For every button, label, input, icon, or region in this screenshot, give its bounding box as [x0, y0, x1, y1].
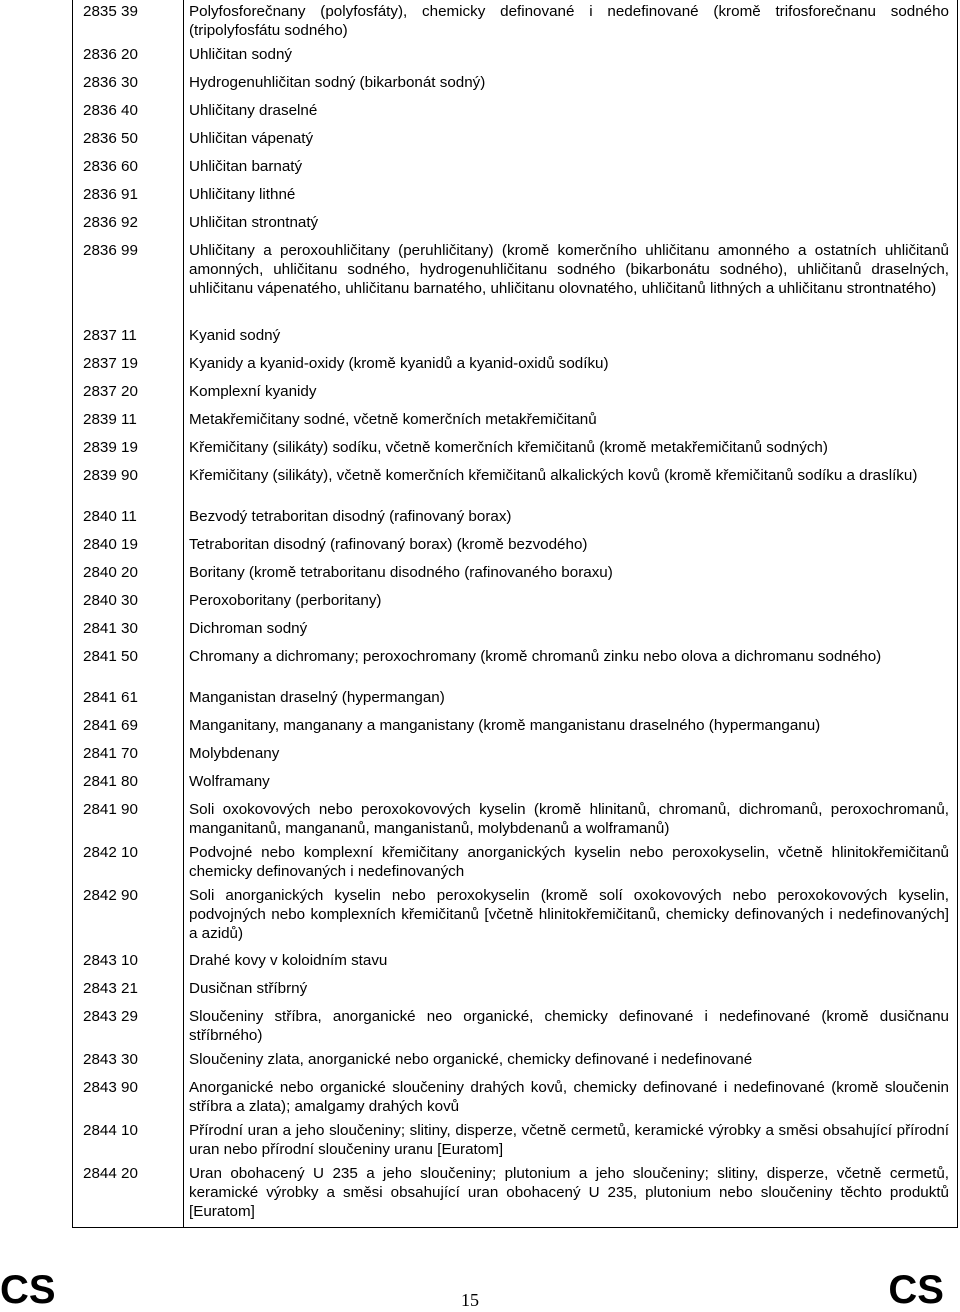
description-cell: Křemičitany (silikáty) sodíku, včetně komerčních křemičitanů (kromě metakřemičitanů sodných)	[184, 436, 958, 464]
description-cell: Podvojné nebo komplexní křemičitany anorganických kyselin nebo peroxokyselin, včetně hlinitokřemičitanů chemicky definovaných i nedefinovaných	[184, 841, 958, 884]
table-row	[73, 742, 958, 770]
description-cell: Uhličitany a peroxouhličitany (peruhličitany) (kromě komerčního uhličitanu amonného a ostatních uhličitanů amonných, uhličitanu sodného, hydrogenuhličitanu sodného (bikarbonátu sodného), uhličitanů draselných, uhličitanu vápenatého, uhličitanu barnatého, uhličitanu olovnatého, uhličitanů lithných a uhličitanu strontnatého)	[184, 239, 958, 324]
table-row	[73, 1119, 958, 1162]
tariff-code-cell: 2842 10	[73, 841, 184, 884]
tariff-code-cell: 2843 10	[73, 949, 184, 977]
table-row	[73, 686, 958, 714]
description-cell: Wolframany	[184, 770, 958, 798]
table-row	[73, 324, 958, 352]
tariff-code-cell: 2841 61	[73, 686, 184, 714]
table-row	[73, 43, 958, 71]
table-row	[73, 589, 958, 617]
table-row	[73, 505, 958, 533]
tariff-code-cell: 2840 19	[73, 533, 184, 561]
table-row	[73, 645, 958, 686]
footer-language-mark-left: CS	[0, 1268, 56, 1312]
table-row	[73, 770, 958, 798]
table-row	[73, 71, 958, 99]
description-cell: Uhličitan barnatý	[184, 155, 958, 183]
description-cell: Křemičitany (silikáty), včetně komerčních křemičitanů alkalických kovů (kromě křemičitanů sodíku a draslíku)	[184, 464, 958, 505]
tariff-code-cell: 2835 39	[73, 0, 184, 43]
table-row	[73, 183, 958, 211]
tariff-code-cell: 2841 50	[73, 645, 184, 686]
tariff-code-cell: 2836 91	[73, 183, 184, 211]
description-cell: Kyanidy a kyanid-oxidy (kromě kyanidů a kyanid-oxidů sodíku)	[184, 352, 958, 380]
tariff-code-cell: 2841 90	[73, 798, 184, 841]
description-cell: Uhličitany lithné	[184, 183, 958, 211]
table-row	[73, 127, 958, 155]
table-row	[73, 99, 958, 127]
table-row	[73, 239, 958, 324]
tariff-code-cell: 2843 30	[73, 1048, 184, 1076]
description-cell: Metakřemičitany sodné, včetně komerčních metakřemičitanů	[184, 408, 958, 436]
table-row	[73, 0, 958, 43]
table-row	[73, 977, 958, 1005]
description-cell: Komplexní kyanidy	[184, 380, 958, 408]
description-cell: Přírodní uran a jeho sloučeniny; slitiny, disperze, včetně cermetů, keramické výrobky a směsi obsahující přírodní uran nebo přírodní sloučeniny uranu [Euratom]	[184, 1119, 958, 1162]
tariff-code-cell: 2839 19	[73, 436, 184, 464]
tariff-code-cell: 2844 20	[73, 1162, 184, 1228]
table-row	[73, 155, 958, 183]
description-cell: Soli oxokovových nebo peroxokovových kyselin (kromě hlinitanů, chromanů, dichromanů, peroxochromanů, manganitanů, mangananů, manganistanů, molybdenanů a wolframanů)	[184, 798, 958, 841]
table-body	[73, 0, 958, 1228]
description-cell: Uhličitan vápenatý	[184, 127, 958, 155]
tariff-code-cell: 2836 40	[73, 99, 184, 127]
tariff-code-cell: 2841 69	[73, 714, 184, 742]
description-cell: Dusičnan stříbrný	[184, 977, 958, 1005]
table-row	[73, 617, 958, 645]
tariff-code-cell: 2843 90	[73, 1076, 184, 1119]
description-cell: Molybdenany	[184, 742, 958, 770]
table-row	[73, 352, 958, 380]
table-row	[73, 841, 958, 884]
description-cell: Manganistan draselný (hypermangan)	[184, 686, 958, 714]
description-cell: Uhličitan sodný	[184, 43, 958, 71]
tariff-code-cell: 2837 11	[73, 324, 184, 352]
description-cell: Bezvodý tetraboritan disodný (rafinovaný borax)	[184, 505, 958, 533]
tariff-code-cell: 2844 10	[73, 1119, 184, 1162]
description-cell: Dichroman sodný	[184, 617, 958, 645]
tariff-code-cell: 2839 11	[73, 408, 184, 436]
description-cell: Drahé kovy v koloidním stavu	[184, 949, 958, 977]
tariff-code-cell: 2840 30	[73, 589, 184, 617]
tariff-code-cell: 2841 30	[73, 617, 184, 645]
tariff-code-cell: 2843 29	[73, 1005, 184, 1048]
tariff-code-cell: 2836 99	[73, 239, 184, 324]
description-cell: Uran obohacený U 235 a jeho sloučeniny; plutonium a jeho sloučeniny; slitiny, disperze, včetně cermetů, keramické výrobky a směsi obsahující uran obohacený U 235, plutonium nebo sloučeniny těchto produktů [Euratom]	[184, 1162, 958, 1228]
code-table	[72, 0, 958, 1228]
tariff-code-cell: 2841 70	[73, 742, 184, 770]
tariff-code-cell: 2836 92	[73, 211, 184, 239]
description-cell: Polyfosforečnany (polyfosfáty), chemicky definované i nedefinované (kromě trifosforečnanu sodného (tripolyfosfátu sodného)	[184, 0, 958, 43]
tariff-code-cell: 2836 50	[73, 127, 184, 155]
description-cell: Tetraboritan disodný (rafinovaný borax) (kromě bezvodého)	[184, 533, 958, 561]
description-cell: Anorganické nebo organické sloučeniny drahých kovů, chemicky definované i nedefinované (kromě sloučenin stříbra a zlata); amalgamy drahých kovů	[184, 1076, 958, 1119]
footer-language-mark-right: CS	[888, 1268, 944, 1312]
description-cell: Chromany a dichromany; peroxochromany (kromě chromanů zinku nebo olova a dichromanu sodného)	[184, 645, 958, 686]
description-cell: Kyanid sodný	[184, 324, 958, 352]
table-row	[73, 380, 958, 408]
page-number: 15	[461, 1290, 479, 1310]
table-row	[73, 464, 958, 505]
tariff-code-cell: 2843 21	[73, 977, 184, 1005]
table-row	[73, 1162, 958, 1228]
tariff-code-cell: 2839 90	[73, 464, 184, 505]
description-cell: Sloučeniny stříbra, anorganické neo organické, chemicky definované i nedefinované (kromě dusičnanu stříbrného)	[184, 1005, 958, 1048]
tariff-code-cell: 2840 11	[73, 505, 184, 533]
description-cell: Manganitany, manganany a manganistany (kromě manganistanu draselného (hypermanganu)	[184, 714, 958, 742]
description-cell: Uhličitany draselné	[184, 99, 958, 127]
table-row	[73, 561, 958, 589]
description-cell: Uhličitan strontnatý	[184, 211, 958, 239]
tariff-code-cell: 2836 30	[73, 71, 184, 99]
description-cell: Sloučeniny zlata, anorganické nebo organické, chemicky definované i nedefinované	[184, 1048, 958, 1076]
description-cell: Soli anorganických kyselin nebo peroxokyselin (kromě solí oxokovových nebo peroxokovových kyselin, podvojných nebo komplexních křemičitanů [včetně hlinitokřemičitanů, chemicky definovaných i nedefinovaných] a azidů)	[184, 884, 958, 949]
tariff-code-cell: 2837 20	[73, 380, 184, 408]
tariff-code-cell: 2840 20	[73, 561, 184, 589]
table-row	[73, 211, 958, 239]
tariff-code-cell: 2842 90	[73, 884, 184, 949]
table-row	[73, 1048, 958, 1076]
table-row	[73, 798, 958, 841]
table-row	[73, 533, 958, 561]
table-row	[73, 408, 958, 436]
table-row	[73, 714, 958, 742]
table-row	[73, 949, 958, 977]
description-cell: Peroxoboritany (perboritany)	[184, 589, 958, 617]
tariff-code-cell: 2841 80	[73, 770, 184, 798]
table-row	[73, 1005, 958, 1048]
description-cell: Boritany (kromě tetraboritanu disodného (rafinovaného boraxu)	[184, 561, 958, 589]
description-cell: Hydrogenuhličitan sodný (bikarbonát sodný)	[184, 71, 958, 99]
tariff-code-cell: 2837 19	[73, 352, 184, 380]
table-row	[73, 884, 958, 949]
tariff-code-cell: 2836 20	[73, 43, 184, 71]
tariff-code-cell: 2836 60	[73, 155, 184, 183]
table-row	[73, 436, 958, 464]
table-row	[73, 1076, 958, 1119]
